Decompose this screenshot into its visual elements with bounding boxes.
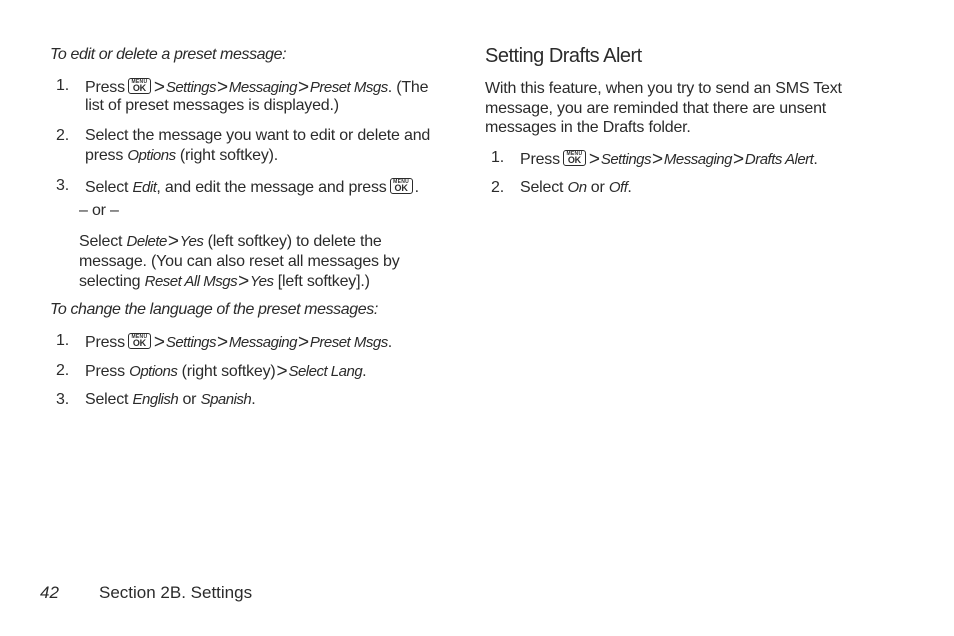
- menu-ok-key-icon: MENU OK: [390, 178, 413, 194]
- step-text: Press MENU OK >Settings>Messaging>Preset Msgs.: [85, 332, 392, 353]
- step-number: 3.: [56, 177, 69, 194]
- menu-path-item: Messaging: [228, 79, 297, 96]
- subhead-edit-delete: To edit or delete a preset message:: [50, 46, 287, 63]
- page-number: 42: [40, 583, 59, 602]
- step-number: 2.: [56, 362, 69, 379]
- step-text-line2: press Options (right softkey).: [85, 146, 279, 164]
- menu-ok-key-icon: MENU OK: [128, 333, 151, 349]
- step-number: 1.: [56, 332, 69, 349]
- step-text: Select English or Spanish.: [85, 391, 256, 408]
- step-text-line2: list of preset messages is displayed.): [85, 96, 339, 114]
- menu-ok-key-icon: MENU OK: [128, 78, 151, 94]
- section-heading: Setting Drafts Alert: [485, 45, 642, 67]
- step-number: 1.: [56, 77, 69, 94]
- step-text: Select Edit, and edit the message and press MENU OK .: [85, 179, 419, 196]
- step-text: Press Options (right softkey)>Select Lang.: [85, 361, 367, 382]
- step-text: Press MENU OK >Settings>Messaging>Preset Msgs. (The: [85, 77, 429, 98]
- step-number: 2.: [56, 127, 69, 144]
- step-text: Select the message you want to edit or delete and: [85, 127, 431, 144]
- step-text: Press MENU OK >Settings>Messaging>Drafts Alert.: [520, 149, 818, 170]
- menu-ok-key-icon: MENU OK: [563, 150, 586, 166]
- menu-path-item: Settings: [165, 79, 217, 96]
- section-title: Section 2B. Settings: [99, 583, 253, 602]
- intro-paragraph: With this feature, when you try to send an SMS Text message, you are reminded that there are unsent messages in the Drafts folder.: [485, 80, 842, 136]
- step-text: Select On or Off.: [520, 179, 632, 196]
- step-number: 1.: [491, 149, 504, 166]
- delete-paragraph: Select Delete>Yes (left softkey) to delete the message. (You can also reset all messages by selecting Reset All Msgs>Yes [left softkey].): [79, 231, 400, 292]
- or-separator: – or –: [79, 202, 119, 219]
- step-number: 2.: [491, 179, 504, 196]
- subhead-change-language: To change the language of the preset messages:: [50, 301, 378, 318]
- step-number: 3.: [56, 391, 69, 408]
- menu-path-item: Preset Msgs: [309, 79, 388, 96]
